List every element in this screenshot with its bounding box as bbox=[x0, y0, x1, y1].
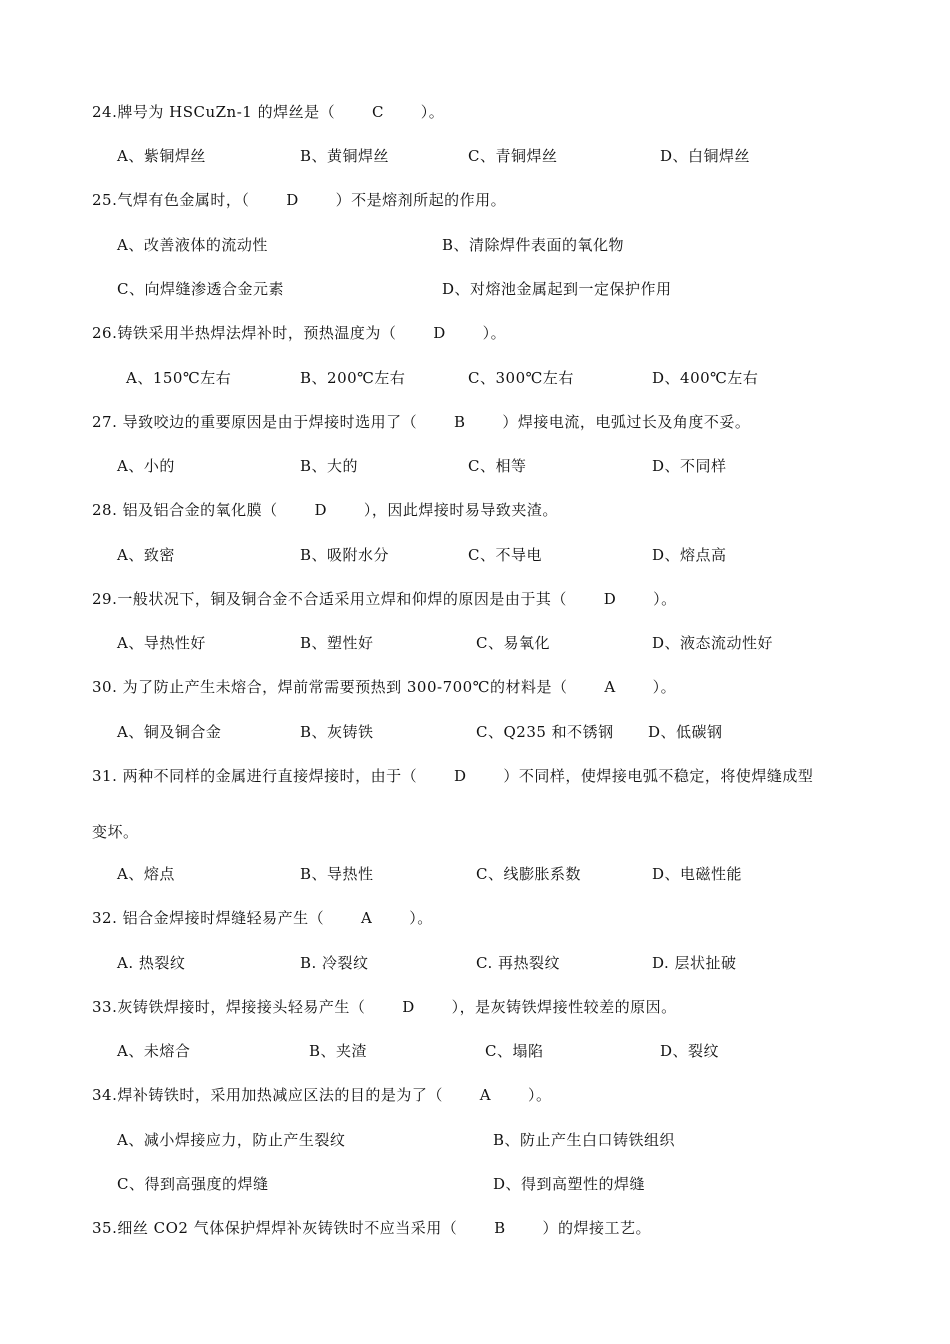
question-35-stem: 35.细丝 CO2 气体保护焊焊补灰铸铁时不应当采用（ B ）的焊接工艺。 bbox=[92, 1219, 651, 1237]
question-31-option-b: B、导热性 bbox=[300, 865, 374, 883]
question-29-stem: 29.一般状况下，铜及铜合金不合适采用立焊和仰焊的原因是由于其（ D ）。 bbox=[92, 590, 677, 608]
question-30-option-b: B、灰铸铁 bbox=[300, 723, 374, 741]
question-28-stem: 28. 铝及铝合金的氧化膜（ D ），因此焊接时易导致夹渣。 bbox=[92, 501, 558, 519]
question-29-option-a: A、导热性好 bbox=[117, 634, 206, 652]
question-31-option-c: C、线膨胀系数 bbox=[476, 865, 581, 883]
question-32-option-a: A. 热裂纹 bbox=[117, 954, 186, 972]
question-25-option-b: B、清除焊件表面的氧化物 bbox=[442, 236, 625, 254]
question-29-option-c: C、易氧化 bbox=[476, 634, 550, 652]
question-34-option-b: B、防止产生白口铸铁组织 bbox=[493, 1131, 676, 1149]
question-30-option-d: D、低碳钢 bbox=[648, 723, 723, 741]
question-28-option-d: D、熔点高 bbox=[652, 546, 727, 564]
question-29-option-b: B、塑性好 bbox=[300, 634, 374, 652]
question-26-option-d: D、400℃左右 bbox=[652, 369, 759, 387]
question-32-option-d: D. 层状扯破 bbox=[652, 954, 737, 972]
question-33-stem: 33.灰铸铁焊接时，焊接接头轻易产生（ D ），是灰铸铁焊接性较差的原因。 bbox=[92, 998, 677, 1016]
question-31-stem-continued: 变坏。 bbox=[92, 823, 139, 841]
question-25-option-d: D、对熔池金属起到一定保护作用 bbox=[442, 280, 672, 298]
question-28-option-b: B、吸附水分 bbox=[300, 546, 390, 564]
question-30-stem: 30. 为了防止产生未熔合，焊前常需要预热到 300-700℃的材料是（ A ）。 bbox=[92, 678, 677, 696]
question-27-option-c: C、相等 bbox=[468, 457, 527, 475]
question-27-option-d: D、不同样 bbox=[652, 457, 727, 475]
question-26-stem: 26.铸铁采用半热焊法焊补时，预热温度为（ D ）。 bbox=[92, 324, 507, 342]
question-27-option-b: B、大的 bbox=[300, 457, 359, 475]
question-30-option-c: C、Q235 和不锈钢 bbox=[476, 723, 614, 741]
question-33-option-c: C、塌陷 bbox=[485, 1042, 544, 1060]
question-24-option-a: A、紫铜焊丝 bbox=[117, 147, 206, 165]
question-28-option-a: A、致密 bbox=[117, 546, 175, 564]
question-26-option-a: A、150℃左右 bbox=[126, 369, 232, 387]
question-34-option-a: A、减小焊接应力，防止产生裂纹 bbox=[117, 1131, 346, 1149]
question-33-option-a: A、未熔合 bbox=[117, 1042, 191, 1060]
question-24-option-b: B、黄铜焊丝 bbox=[300, 147, 390, 165]
question-26-option-c: C、300℃左右 bbox=[468, 369, 574, 387]
question-34-option-d: D、得到高塑性的焊缝 bbox=[493, 1175, 646, 1193]
question-24-option-d: D、白铜焊丝 bbox=[660, 147, 751, 165]
question-32-option-b: B. 冷裂纹 bbox=[300, 954, 369, 972]
question-33-option-d: D、裂纹 bbox=[660, 1042, 720, 1060]
question-24-option-c: C、青铜焊丝 bbox=[468, 147, 558, 165]
question-25-stem: 25.气焊有色金属时，（ D ）不是熔剂所起的作用。 bbox=[92, 191, 507, 209]
question-34-option-c: C、得到高强度的焊缝 bbox=[117, 1175, 269, 1193]
question-29-option-d: D、液态流动性好 bbox=[652, 634, 774, 652]
question-30-option-a: A、铜及铜合金 bbox=[117, 723, 222, 741]
question-32-option-c: C. 再热裂纹 bbox=[476, 954, 560, 972]
question-24-stem: 24.牌号为 HSCuZn-1 的焊丝是（ C ）。 bbox=[92, 103, 445, 121]
question-27-option-a: A、小的 bbox=[117, 457, 175, 475]
question-25-option-c: C、向焊缝渗透合金元素 bbox=[117, 280, 284, 298]
question-33-option-b: B、夹渣 bbox=[309, 1042, 368, 1060]
question-31-option-d: D、电磁性能 bbox=[652, 865, 743, 883]
question-31-option-a: A、熔点 bbox=[117, 865, 175, 883]
question-31-stem: 31. 两种不同样的金属进行直接焊接时，由于（ D ）不同样，使焊接电弧不稳定，将使焊缝成型 bbox=[92, 767, 814, 785]
question-34-stem: 34.焊补铸铁时，采用加热减应区法的目的是为了（ A ）。 bbox=[92, 1086, 552, 1104]
question-28-option-c: C、不导电 bbox=[468, 546, 542, 564]
question-32-stem: 32. 铝合金焊接时焊缝轻易产生（ A ）。 bbox=[92, 909, 433, 927]
question-27-stem: 27. 导致咬边的重要原因是由于焊接时选用了（ B ）焊接电流，电弧过长及角度不妥。 bbox=[92, 413, 751, 431]
question-25-option-a: A、改善液体的流动性 bbox=[117, 236, 268, 254]
question-26-option-b: B、200℃左右 bbox=[300, 369, 406, 387]
